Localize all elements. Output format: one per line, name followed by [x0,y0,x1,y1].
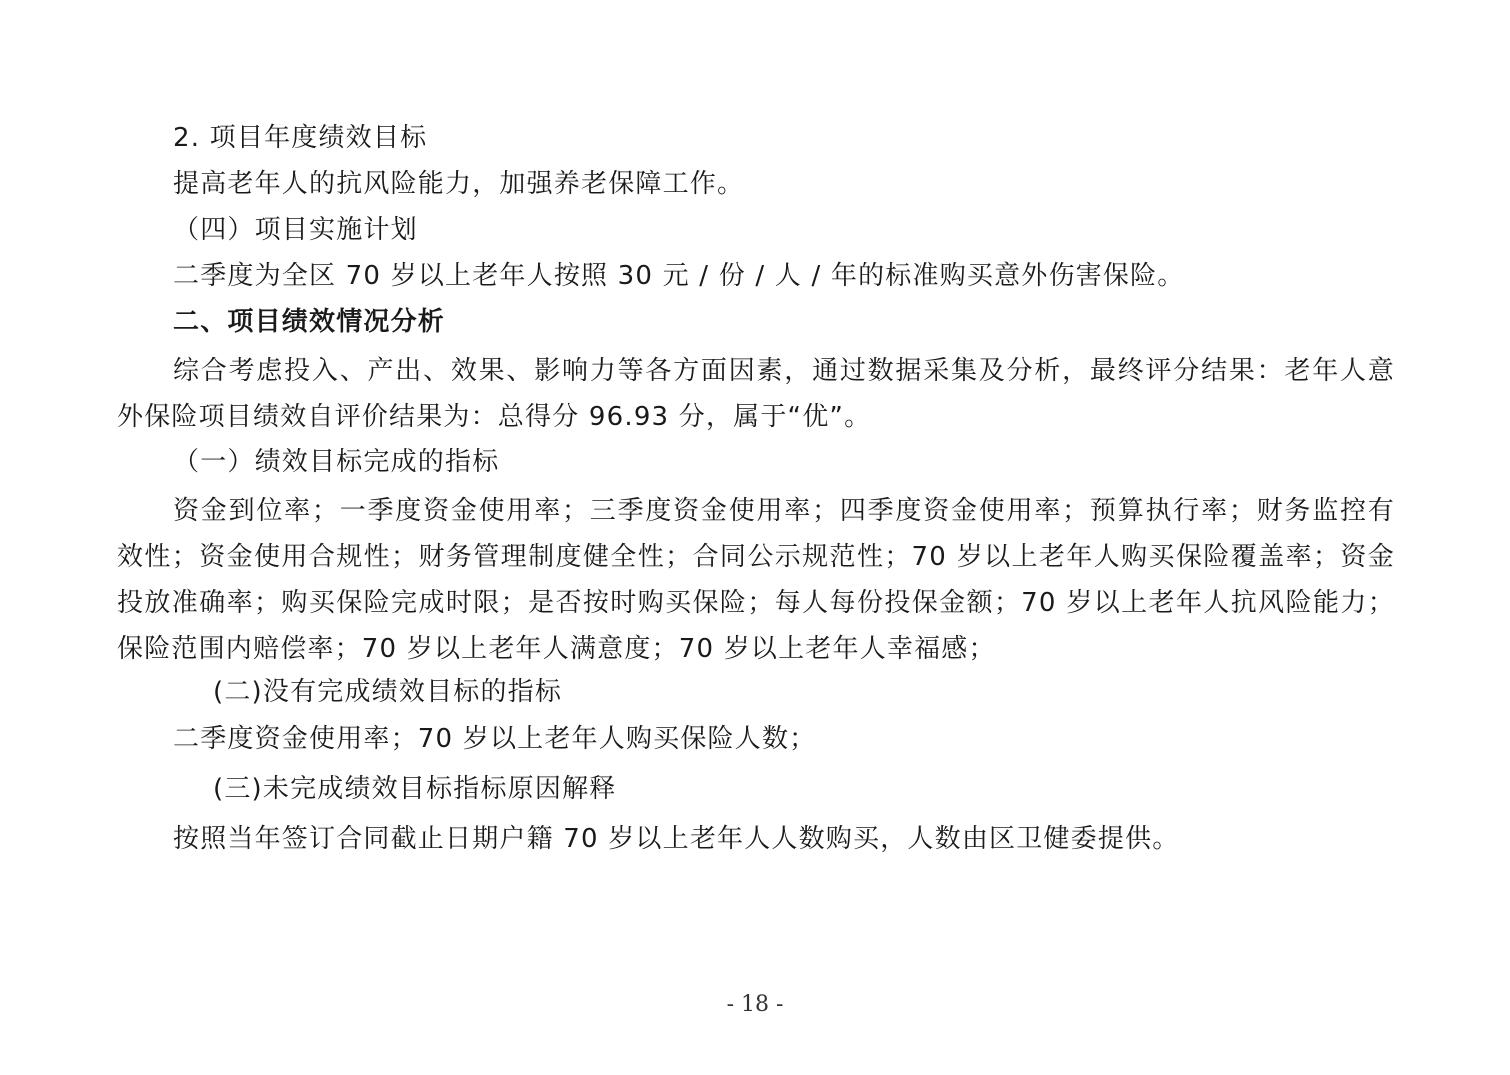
reason-text: 按照当年签订合同截止日期户籍 70 岁以上老年人人数购买，人数由区卫健委提供。 [173,824,1180,854]
plan-text: 二季度为全区 70 岁以上老年人按照 30 元 / 份 / 人 / 年的标准购买意外伤害保险。 [173,261,1185,291]
completed-indicators-paragraph: 资金到位率；一季度资金使用率；三季度资金使用率；四季度资金使用率；预算执行率；财务监控有效性；资金使用合规性；财务管理制度健全性；合同公示规范性；70 岁以上老年人购买保险覆盖率；资金投放准确率；购买保险完成时限；是否按时购买保险；每人每份投保金额；70 岁以上老年人抗风险能力；保险范围内赔偿率；70 岁以上老年人满意度；70 岁以上老年人幸福感； [117,496,1395,664]
uncompleted-indicators-heading: (二)没有完成绩效目标的指标 [213,677,563,707]
section-two-heading: 二、项目绩效情况分析 [173,307,446,337]
analysis-paragraph: 综合考虑投入、产出、效果、影响力等各方面因素，通过数据采集及分析，最终评分结果：老年人意外保险项目绩效自评价结果为：总得分 96.93 分，属于“优”。 [117,356,1395,432]
uncompleted-indicators-text: 二季度资金使用率；70 岁以上老年人购买保险人数； [173,724,817,754]
completed-indicators-heading: （一）绩效目标完成的指标 [173,447,500,477]
target-text: 提高老年人的抗风险能力，加强养老保障工作。 [173,169,745,199]
reason-heading: (三)未完成绩效目标指标原因解释 [213,774,617,804]
plan-heading: （四）项目实施计划 [173,215,418,245]
target-heading: 2. 项目年度绩效目标 [173,123,428,153]
page-number: - 18 - [726,992,784,1017]
